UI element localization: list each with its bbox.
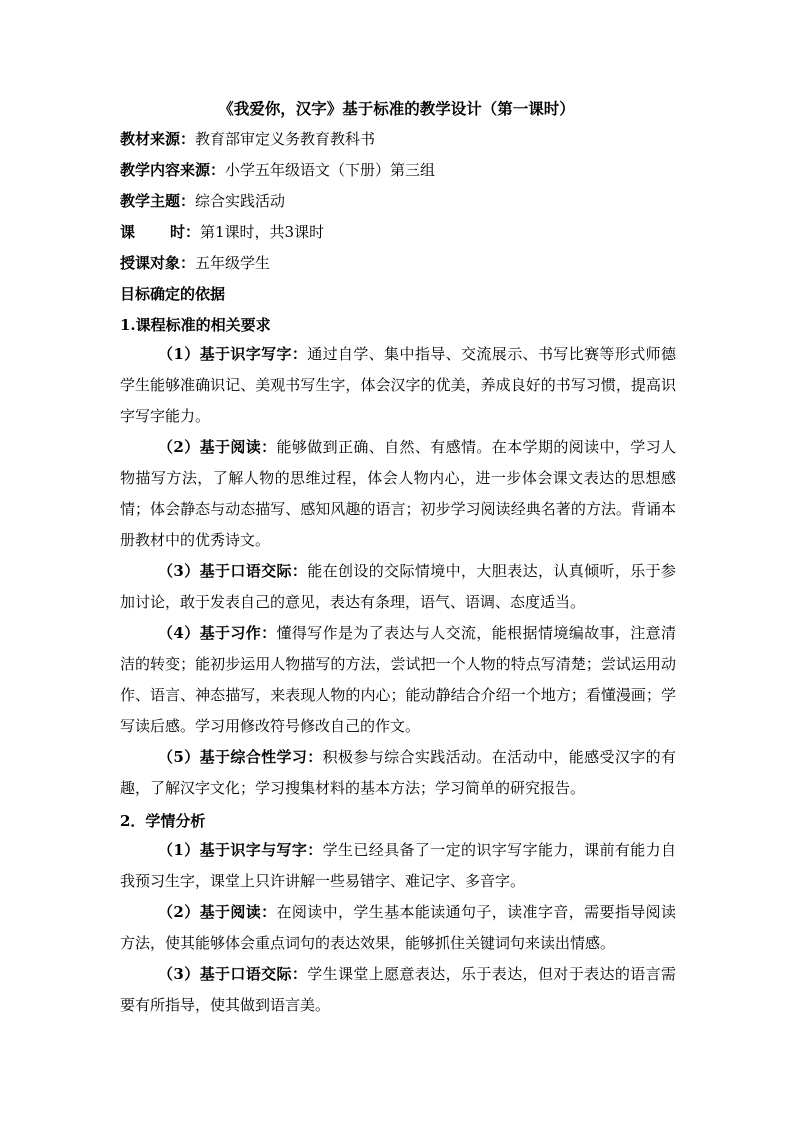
meta-theme-value: 综合实践活动 bbox=[195, 192, 286, 210]
section-2-item-3 bbox=[120, 959, 676, 1021]
section-2-item-2 bbox=[120, 897, 676, 959]
section-1-item-1-text: 通过自学、集中指导、交流展示、书写比赛等形式师德学生能够准确识记、美观书写生字，体会汉字的优美，养成良好的书写习惯，提高识字写字能力。 bbox=[120, 345, 676, 425]
meta-audience-value: 五年级学生 bbox=[195, 254, 271, 272]
section-1-item-3-lead: （3）基于口语交际： bbox=[158, 562, 308, 580]
section-1-item-1 bbox=[120, 339, 676, 432]
section-2-item-3-lead: （3）基于口语交际： bbox=[158, 965, 308, 983]
section-2-item-1-lead: （1）基于识字与写字： bbox=[158, 841, 323, 859]
meta-content bbox=[120, 159, 680, 181]
document-title: 《我爱你，汉字》基于标准的教学设计（第一课时） bbox=[218, 99, 575, 118]
meta-theme-label: 教学主题： bbox=[120, 192, 196, 210]
section-1-item-4-lead: （4）基于习作： bbox=[158, 624, 277, 642]
meta-period-label bbox=[120, 221, 200, 243]
meta-audience-label: 授课对象： bbox=[120, 254, 196, 272]
section-1-item-3 bbox=[120, 556, 676, 618]
section-2-item-2-text: 在阅读中，学生基本能读通句子，读准字音，需要指导阅读方法，使其能够体会重点词句的表达效果，能够抓住关键词句来读出情感。 bbox=[120, 903, 676, 952]
meta-period-label-b: 时： bbox=[170, 223, 201, 241]
section-1-item-2-lead: （2）基于阅读： bbox=[158, 438, 277, 456]
meta-audience bbox=[120, 252, 680, 274]
section-1-item-4 bbox=[120, 618, 676, 742]
section-2-heading: 2．学情分析 bbox=[120, 812, 206, 830]
meta-content-value: 小学五年级语文（下册）第三组 bbox=[225, 161, 436, 179]
section-1-item-5 bbox=[120, 742, 676, 804]
section-1-item-2-text: 能够做到正确、自然、有感情。在本学期的阅读中，学习人物描写方法，了解人物的思维过程，体会人物内心，进一步体会课文表达的思想感情；体会静态与动态描写、感知风趣的语言；初步学习阅读经典名著的方法。背诵本册教材中的优秀诗文。 bbox=[120, 438, 676, 549]
section-basis-heading: 目标确定的依据 bbox=[120, 285, 226, 303]
section-1-heading: 1.课程标准的相关要求 bbox=[120, 316, 271, 334]
meta-source bbox=[120, 128, 680, 150]
meta-source-value: 教育部审定义务教育教科书 bbox=[195, 130, 376, 148]
section-1-item-5-text: 积极参与综合实践活动。在活动中，能感受汉字的有趣，了解汉字文化；学习搜集材料的基本方法；学习简单的研究报告。 bbox=[120, 748, 676, 797]
section-2-item-1-text: 学生已经具备了一定的识字写字能力，课前有能力自我预习生字，课堂上只许讲解一些易错字、难记字、多音字。 bbox=[120, 841, 676, 890]
section-1-item-2 bbox=[120, 432, 676, 556]
section-1-item-1-lead: （1）基于识字写字： bbox=[158, 345, 308, 363]
section-2-item-1 bbox=[120, 835, 676, 897]
meta-source-label: 教材来源： bbox=[120, 130, 196, 148]
section-1-item-5-lead: （5）基于综合性学习： bbox=[158, 748, 323, 766]
section-2-item-2-lead: （2）基于阅读： bbox=[158, 903, 277, 921]
meta-period-value: 第1课时，共3课时 bbox=[200, 223, 325, 241]
section-1-item-3-text: 能在创设的交际情境中，大胆表达，认真倾听，乐于参加讨论，敢于发表自己的意见，表达有条理，语气、语调、态度适当。 bbox=[120, 562, 676, 611]
meta-period bbox=[120, 221, 680, 243]
meta-theme bbox=[120, 190, 680, 212]
meta-period-label-a: 课 bbox=[120, 223, 136, 241]
section-2-item-3-text: 学生课堂上愿意表达，乐于表达，但对于表达的语言需要有所指导，使其做到语言美。 bbox=[120, 965, 676, 1014]
section-1-item-4-text: 懂得写作是为了表达与人交流，能根据情境编故事，注意清洁的转变；能初步运用人物描写的方法，尝试把一个人物的特点写清楚；尝试运用动作、语言、神态描写，来表现人物的内心；能动静结合介绍一个地方；看懂漫画；学写读后感。学习用修改符号修改自己的作文。 bbox=[120, 624, 676, 735]
meta-content-label: 教学内容来源： bbox=[120, 161, 226, 179]
